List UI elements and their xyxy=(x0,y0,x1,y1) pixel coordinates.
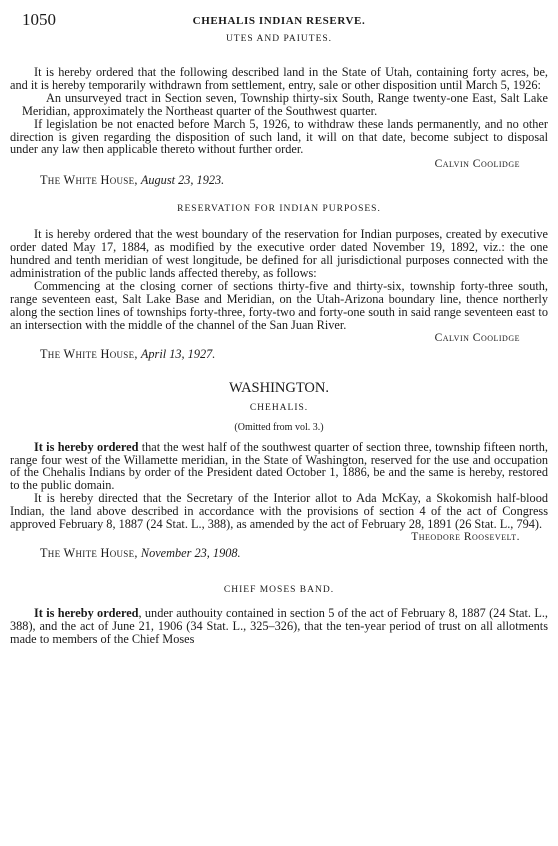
condition-paragraph: If legislation be not enacted before March 5, 1926, to withdraw these lands permanently, and no other direction is given regarding the disposition of such land, it will on that date, become subject to disposal under any law then applicable thereto without further order. xyxy=(10,116,548,157)
order-lead: It is hereby ordered xyxy=(34,439,139,454)
signed-date: November 23, 1908. xyxy=(140,545,241,560)
land-description: An unsurveyed tract in Section seven, Township thirty-six South, Range twenty-one East, Salt Lake Meridian, approximately the Northeast quarter of the Southwest quarter. xyxy=(22,90,548,118)
order-paragraph: It is hereby ordered that the following described land in the State of Utah, containing forty acres, be, and it is hereby temporarily withdrawn from settlement, entry, sale or other disposition until March 5, 1926: xyxy=(10,65,548,92)
state-heading: WASHINGTON. xyxy=(228,379,330,396)
section-reservation-indian-purposes xyxy=(10,204,548,363)
signer-name: Theodore Roosevelt. xyxy=(411,530,520,543)
order-text: , under authouity contained in section 5 of the act of February 8, 1887 (24 Stat. L., 388), and the act of June 21, 1906 (34 Stat. L., 325–326), that the ten-year period of trust on all allotments made to members of the Chief Moses xyxy=(10,605,548,646)
order-paragraph xyxy=(10,607,548,646)
signature-block xyxy=(10,332,548,364)
signed-date: April 13, 1927. xyxy=(140,346,216,361)
section-chief-moses-band xyxy=(10,585,548,646)
section-note: (Omitted from vol. 3.) xyxy=(234,421,324,433)
section-heading: CHIEF MOSES BAND. xyxy=(223,584,335,595)
order-paragraph xyxy=(10,441,548,493)
page-number: 1050 xyxy=(22,10,56,29)
order-paragraph: It is hereby ordered that the west boundary of the reservation for Indian purposes, created by executive order dated May 17, 1884, as modified by the executive order dated November 19, 1892, viz.: the one hundred and tenth meridian of west longitude, be defined for all jurisdictional purposes connected with the administration of the public lands affected thereby, as follows: xyxy=(10,227,548,281)
section-washington-chehalis xyxy=(10,380,548,563)
signed-place xyxy=(40,546,241,561)
signed-place xyxy=(40,347,215,362)
section-heading: UTES AND PAIUTES. xyxy=(225,34,333,44)
order-text: that the west half of the southwest quarter of section three, township fifteen north, range four west of the Willamette meridian, in the State of Washington, reserved for the use and occupation of the Chehalis Indians by order of the President dated October 1, 1886, be and the same is hereby, restored to the public domain. xyxy=(10,439,548,493)
boundary-description: Commencing at the closing corner of sections thirty-five and thirty-six, township forty-three south, range seventeen east, Salt Lake Base and Meridian, on the Utah-Arizona boundary line, thence northerly along the section lines of townships forty-three, forty-two and forty-one south in said range seventeen east to an intersection with the middle of the channel of the San Juan River. xyxy=(10,278,548,332)
section-heading: CHEHALIS. xyxy=(249,402,309,413)
running-title: CHEHALIS INDIAN RESERVE. xyxy=(192,15,366,27)
section-utes-paiutes xyxy=(10,34,548,190)
section-heading: RESERVATION FOR INDIAN PURPOSES. xyxy=(177,204,381,215)
signer-name: Calvin Coolidge xyxy=(434,331,520,344)
order-lead: It is hereby ordered xyxy=(34,605,139,620)
signed-place xyxy=(40,173,224,188)
signed-date: August 23, 1923. xyxy=(140,173,225,188)
allotment-paragraph: It is hereby directed that the Secretary of the Interior allot to Ada McKay, a Skokomish half-blood Indian, the land above described in accordance with the provisions of section 4 of the act of Congress approved February 8, 1887 (24 Stat. L., 388), as amended by the act of February 28, 1891 (26 Stat. L., 794). xyxy=(10,491,548,532)
signature-block xyxy=(10,158,548,190)
running-head xyxy=(10,0,548,32)
signature-block xyxy=(10,531,548,563)
place-name: The White House, xyxy=(40,173,138,188)
signer-name: Calvin Coolidge xyxy=(434,158,520,171)
place-name: The White House, xyxy=(40,346,138,361)
place-name: The White House, xyxy=(40,545,138,560)
